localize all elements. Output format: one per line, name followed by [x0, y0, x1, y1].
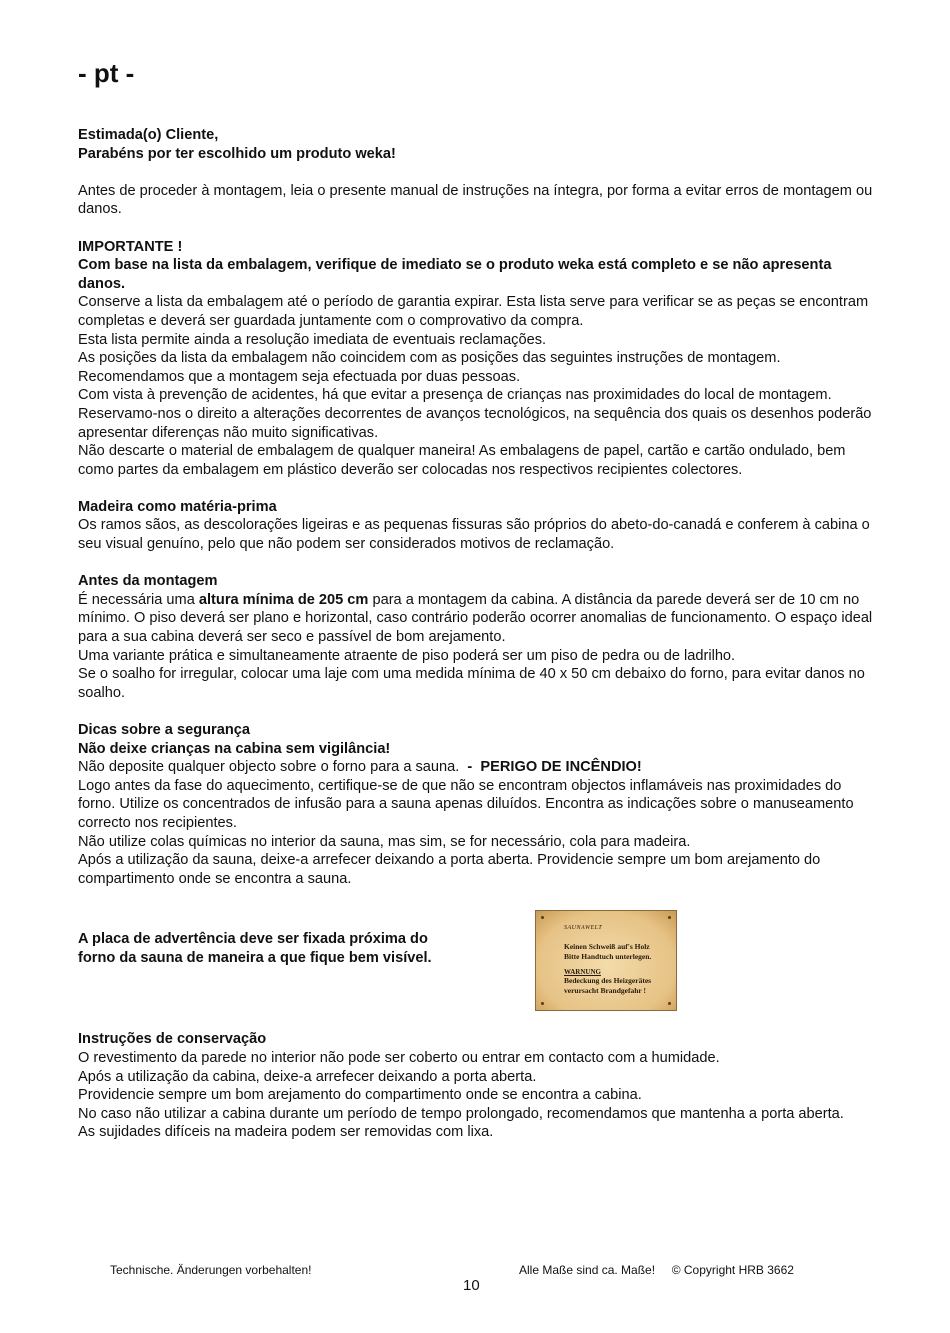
- care-long-period-paragraph: No caso não utilizar a cabina durante um período de tempo prolongado, recomendamos que mantenha a porta aberta.: [78, 1105, 844, 1122]
- warning-plate-text: A placa de advertência deve ser fixada próxima do forno da sauna de maneira a que fique bem visível.: [78, 931, 432, 966]
- fire-hazard-warning: - PERIGO DE INCÊNDIO!: [459, 759, 642, 776]
- keep-list-paragraph: Conserve a lista da embalagem até o período de garantia expirar. Esta lista serve para verificar se as peças se encontram completas e deverá ser guardada juntamente com o comprovativo da compra.: [78, 294, 869, 329]
- uneven-floor-paragraph: Se o soalho for irregular, colocar uma laje com uma medida mínima de 40 x 50 cm debaixo do forno, para evitar danos no soalho.: [78, 666, 865, 701]
- before-title: Antes da montagem: [78, 573, 218, 590]
- language-tag: - pt -: [78, 58, 135, 88]
- glue-line: Não utilize colas químicas no interior da sauna, mas sim, se for necessário, cola para madeira.: [78, 833, 691, 850]
- children-paragraph: Com vista à prevenção de acidentes, há que evitar a presença de crianças nas proximidades do local de montagem.: [78, 387, 832, 404]
- plaque-line-3: WARNUNG: [564, 968, 601, 977]
- page-number: 10: [463, 1277, 480, 1294]
- care-wall-line: O revestimento da parede no interior não pode ser coberto ou entrar em contacto com a humidade.: [78, 1049, 720, 1066]
- care-ventilation-line: Providencie sempre um bom arejamento do compartimento onde se encontra a cabina.: [78, 1087, 642, 1104]
- footer-right-note: Alle Maße sind ca. Maße! © Copyright HRB 3662: [519, 1263, 794, 1277]
- before-paragraph: É necessária uma altura mínima de 205 cm para a montagem da cabina. A distância da parede deverá ser de 10 cm no mínimo. O piso deverá ser plano e horizontal, caso contrário poderão ocorrer anomalias de funcionamento. O espaço ideal para a sua cabina deverá ser seco e passível de bom arejamento.: [78, 591, 873, 646]
- check-paragraph: Com base na lista da embalagem, verifique de imediato se o produto weka está completo e se não apresenta danos.: [78, 257, 832, 292]
- positions-line: As posições da lista da embalagem não coincidem com as posições das seguintes instruções de montagem.: [78, 350, 781, 367]
- min-height-emphasis: altura mínima de 205 cm: [198, 591, 369, 608]
- care-dirt-line: As sujidades difíceis na madeira podem ser removidas com lixa.: [78, 1124, 494, 1141]
- wood-title: Madeira como matéria-prima: [78, 498, 277, 515]
- read-manual-paragraph: Antes de proceder à montagem, leia o presente manual de instruções na íntegra, por forma a evitar erros de montagem ou danos.: [78, 182, 873, 218]
- congrats-line: Parabéns por ter escolhido um produto weka!: [78, 145, 396, 162]
- floor-line: Uma variante prática e simultaneamente atraente de piso poderá ser um piso de pedra ou de ladrilho.: [78, 647, 736, 664]
- wood-paragraph: Os ramos sãos, as descolorações ligeiras e as pequenas fissuras são próprios do abeto-do-canadá e conferem à cabina o seu visual genuíno, pelo que não podem ser considerados motivos de reclamação.: [78, 517, 870, 553]
- two-people-line: Recomendamos que a montagem seja efectuada por duas pessoas.: [78, 368, 521, 385]
- safety-title: Dicas sobre a segurança: [78, 722, 250, 738]
- plaque-brand: SAUNAWELT: [564, 925, 603, 932]
- document-body: [78, 126, 878, 1142]
- no-children-line: Não deixe crianças na cabina sem vigilância!: [78, 740, 391, 757]
- heating-paragraph: Logo antes da fase do aquecimento, certifique-se de que não se encontram objectos inflamáveis nas proximidades do forno. Utilize os concentrados de infusão para a sauna apenas diluídos. Encontra as indicações sobre o manuseamento correcto nos recipientes.: [78, 777, 854, 831]
- warning-plaque-image: [535, 910, 677, 1011]
- plaque-line-2: Bitte Handtuch unterlegen.: [564, 952, 652, 962]
- important-title: IMPORTANTE !: [78, 238, 183, 255]
- care-after-use-line: Após a utilização da cabina, deixe-a arrefecer deixando a porta aberta.: [78, 1068, 537, 1085]
- after-use-paragraph: Após a utilização da sauna, deixe-a arrefecer deixando a porta aberta. Providencie sempre um bom arejamento do compartimento onde se encontra a sauna.: [78, 852, 821, 887]
- changes-paragraph: Reservamo-nos o direito a alterações decorrentes de avanços tecnológicos, na sequência dos quais os desenhos poderão apresentar diferenças não muito significativas.: [78, 405, 872, 441]
- packaging-paragraph: Não descarte o material de embalagem de qualquer maneira! As embalagens de papel, cartão e cartão ondulado, bem como partes da embalagem em plástico deverão ser colocadas nos respectivos recipientes colectores.: [78, 443, 846, 478]
- care-title: Instruções de conservação: [78, 1031, 267, 1048]
- plaque-line-5: verursacht Brandgefahr !: [564, 986, 646, 996]
- claims-line: Esta lista permite ainda a resolução imediata de eventuais reclamações.: [78, 331, 547, 348]
- plaque-line-1: Keinen Schweiß auf's Holz: [564, 942, 650, 952]
- plaque-line-4: Bedeckung des Heizgerätes: [564, 976, 652, 986]
- no-objects-line: Não deposite qualquer objecto sobre o forno para a sauna. - PERIGO DE INCÊNDIO!: [78, 759, 642, 776]
- greeting: Estimada(o) Cliente,: [78, 127, 219, 143]
- warning-plate-section: [78, 910, 878, 1030]
- footer-left-note: Technische. Änderungen vorbehalten!: [110, 1263, 312, 1277]
